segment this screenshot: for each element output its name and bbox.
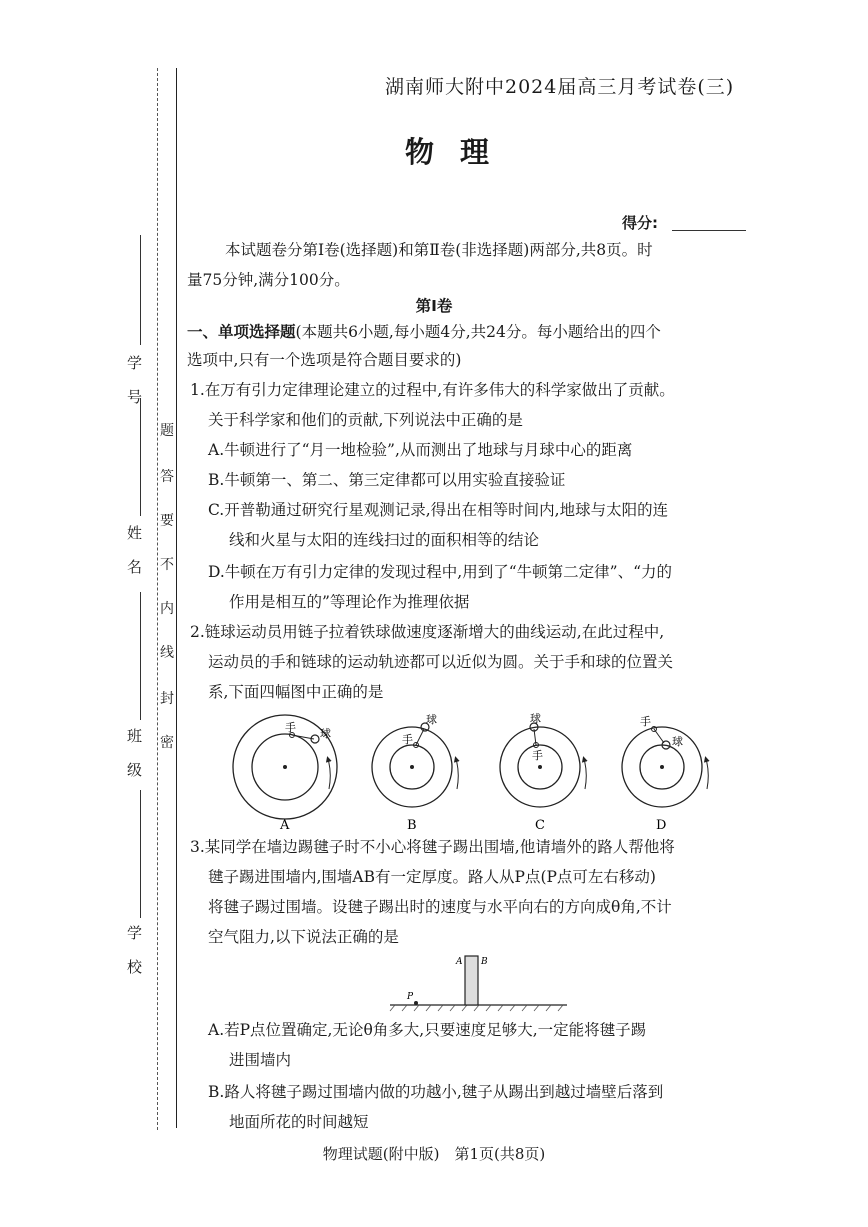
- q1-option-c-cont: 线和火星与太阳的连线扫过的面积相等的结论: [229, 531, 540, 549]
- school-field[interactable]: [140, 790, 141, 918]
- section-title: 第Ⅰ卷: [415, 297, 453, 315]
- school-label: 学 校: [125, 925, 143, 976]
- q3-stem: 空气阻力,以下说法正确的是: [208, 928, 399, 946]
- hand-label: 手: [640, 715, 651, 728]
- name-label: 姓 名: [125, 525, 143, 576]
- intro-line: 本试题卷分第Ⅰ卷(选择题)和第Ⅱ卷(非选择题)两部分,共8页。时: [225, 241, 653, 259]
- q2-figure-d: [622, 715, 708, 833]
- q2-figure-b: [372, 712, 458, 833]
- hand-label: 手: [402, 733, 413, 746]
- figure-label: B: [407, 818, 417, 833]
- binding-line: [176, 68, 177, 1128]
- q2-figures: [230, 705, 750, 833]
- q1-option-d: D.牛顿在万有引力定律的发现过程中,用到了“牛顿第二定律”、“力的: [208, 563, 673, 581]
- wall-label-a: A: [456, 957, 463, 967]
- seal-char: 线: [160, 645, 174, 661]
- seal-char: 答: [160, 469, 174, 485]
- wall-label-b: B: [481, 957, 488, 967]
- q3-option-a: A.若P点位置确定,无论θ角多大,只要速度足够大,一定能将毽子踢: [208, 1021, 647, 1039]
- exam-header: 湖南师大附中2024届高三月考试卷(三): [385, 76, 735, 98]
- figure-label: C: [535, 818, 545, 833]
- q1-option-c: C.开普勒通过研究行星观测记录,得出在相等时间内,地球与太阳的连: [208, 501, 669, 519]
- point-p: [414, 1001, 418, 1005]
- ball-label: 球: [320, 727, 331, 740]
- seal-char: 题: [160, 423, 174, 439]
- seal-char: 密: [160, 735, 174, 751]
- subject-title: 物理: [404, 135, 515, 169]
- point-p-label: P: [407, 992, 414, 1002]
- student-id-label: 学 号: [125, 355, 143, 406]
- ball-label: 球: [426, 713, 437, 726]
- seal-char: 要: [160, 513, 174, 529]
- figure-label: D: [656, 818, 667, 833]
- student-id-field[interactable]: [140, 235, 141, 345]
- q1-stem: 关于科学家和他们的贡献,下列说法中正确的是: [208, 411, 523, 429]
- score-field[interactable]: [672, 230, 746, 231]
- seal-char: 封: [160, 691, 174, 707]
- part-description: 选项中,只有一个选项是符合题目要求的): [187, 351, 462, 369]
- fold-dashed-line: [157, 68, 158, 1130]
- q1-stem: 1.在万有引力定律理论建立的过程中,有许多伟大的科学家做出了贡献。: [190, 381, 675, 399]
- q1-option-b: B.牛顿第一、第二、第三定律都可以用实验直接验证: [208, 471, 566, 489]
- q2-figure-a: [233, 715, 337, 833]
- q3-wall-figure: [385, 950, 575, 1014]
- hand-label: 手: [532, 749, 543, 762]
- part-heading-line: [187, 322, 661, 342]
- q3-stem: 将毽子踢过围墙。设毽子踢出时的速度与水平向右的方向成θ角,不计: [208, 898, 672, 916]
- q3-option-b: B.路人将毽子踢过围墙内做的功越小,毽子从踢出到越过墙壁后落到: [208, 1083, 664, 1101]
- page-footer: 物理试题(附中版) 第1页(共8页): [322, 1145, 546, 1163]
- q2-stem: 运动员的手和链球的运动轨迹都可以近似为圆。关于手和球的位置关: [208, 653, 674, 671]
- q3-option-b-cont: 地面所花的时间越短: [229, 1113, 369, 1131]
- part-heading: 一、单项选择题: [187, 323, 296, 341]
- q2-stem: 系,下面四幅图中正确的是: [208, 683, 384, 701]
- q3-option-a-cont: 进围墙内: [229, 1051, 292, 1069]
- ball-label: 球: [530, 712, 541, 725]
- name-field[interactable]: [140, 398, 141, 516]
- class-field[interactable]: [140, 592, 141, 720]
- hand-label: 手: [285, 721, 296, 734]
- part-description: (本题共6小题,每小题4分,共24分。每小题给出的四个: [295, 323, 661, 341]
- q3-stem: 毽子踢进围墙内,围墙AB有一定厚度。路人从P点(P点可左右移动): [208, 868, 656, 886]
- seal-char: 不: [160, 557, 174, 573]
- class-label: 班 级: [125, 728, 143, 779]
- q3-stem: 3.某同学在墙边踢毽子时不小心将毽子踢出围墙,他请墙外的路人帮他将: [190, 838, 675, 856]
- q2-stem: 2.链球运动员用链子拉着铁球做速度逐渐增大的曲线运动,在此过程中,: [190, 623, 665, 641]
- figure-label: A: [280, 818, 290, 833]
- q1-option-a: A.牛顿进行了“月一地检验”,从而测出了地球与月球中心的距离: [208, 441, 633, 459]
- wall-ab: [465, 956, 478, 1005]
- q2-figure-c: [500, 711, 586, 833]
- q1-option-d-cont: 作用是相互的”等理论作为推理依据: [229, 593, 470, 611]
- seal-char: 内: [160, 601, 174, 617]
- score-label: 得分:: [622, 214, 658, 232]
- intro-line: 量75分钟,满分100分。: [187, 271, 350, 289]
- ball-label: 球: [672, 735, 683, 748]
